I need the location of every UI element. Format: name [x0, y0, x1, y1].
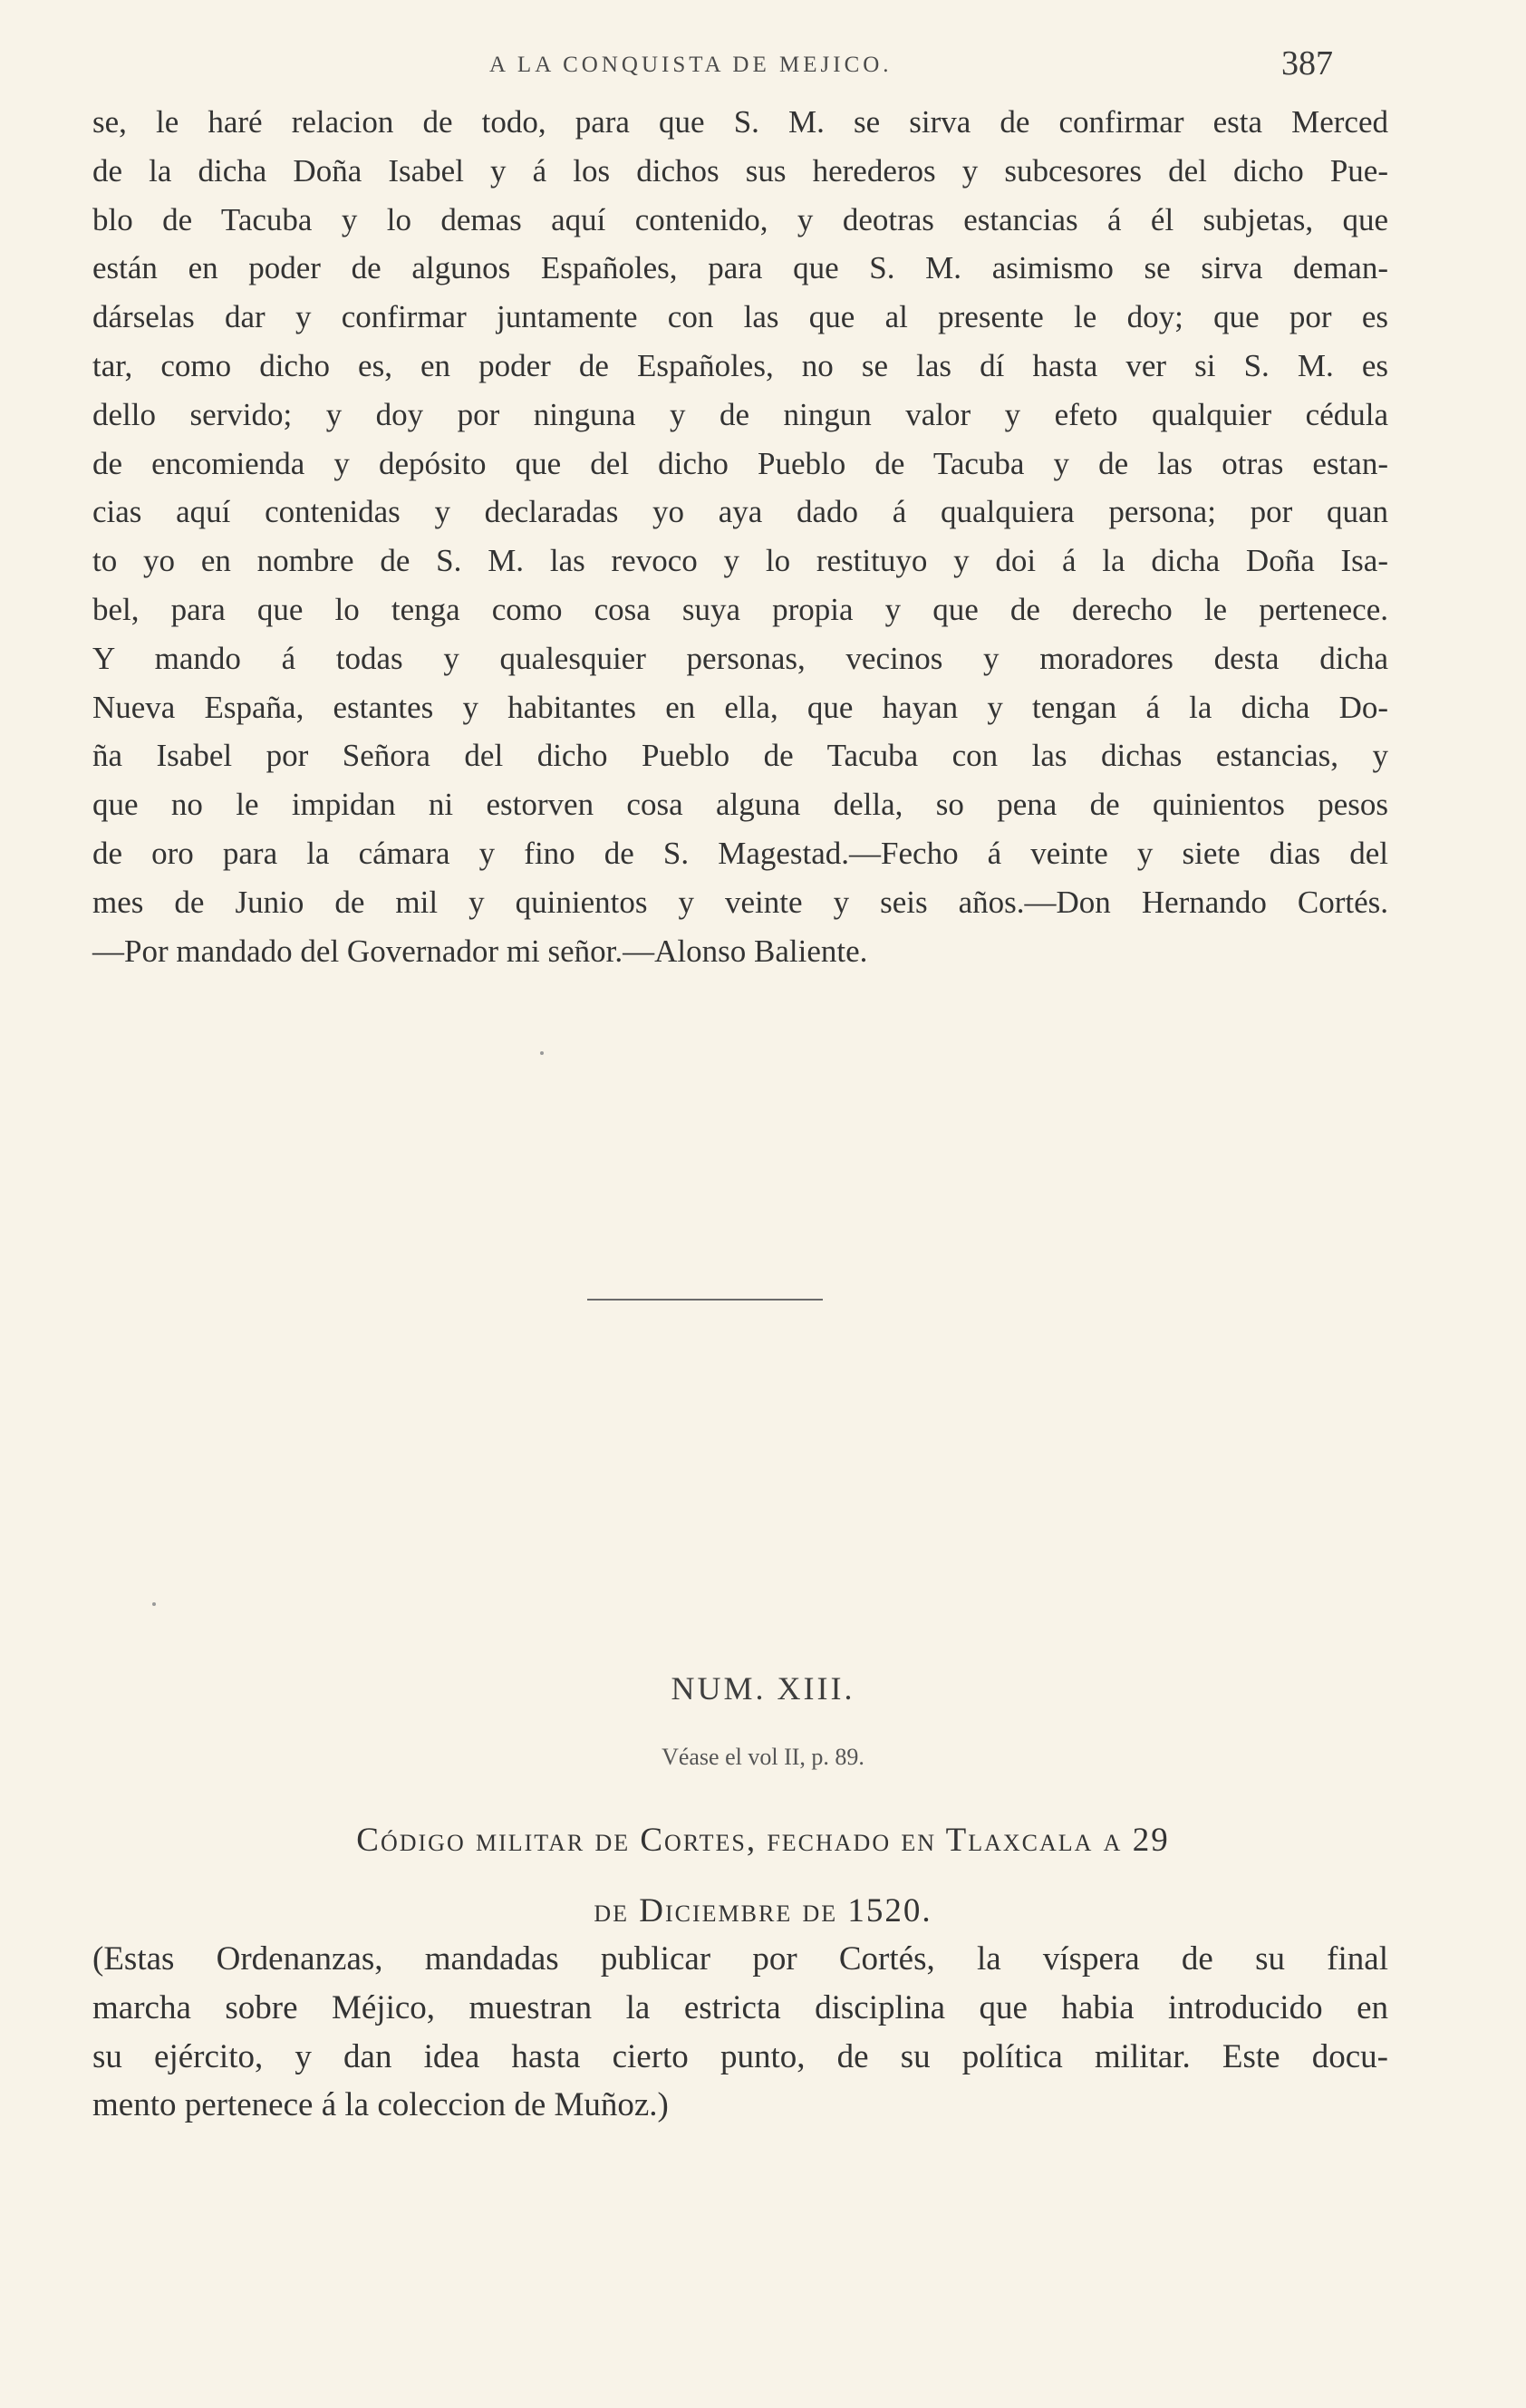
paper-speck: [152, 1602, 156, 1606]
body-line: están en poder de algunos Españoles, para que S. M. asimismo se sirva deman-: [92, 250, 1388, 286]
body-line: ña Isabel por Señora del dicho Pueblo de Tacuba con las dichas estancias, y: [92, 738, 1388, 774]
section-number: NUM. XIII.: [671, 1670, 855, 1707]
note-line: mento pertenece á la coleccion de Muñoz.): [92, 2086, 669, 2124]
body-line: mes de Junio de mil y quinientos y veinte y seis años.—Don Hernando Cortés.: [92, 884, 1388, 920]
body-line: —Por mandado del Governador mi señor.—Alonso Baliente.: [92, 933, 868, 969]
body-line: dárselas dar y confirmar juntamente con las que al presente le doy; que por es: [92, 299, 1388, 335]
body-line: bel, para que lo tenga como cosa suya propia y que de derecho le pertenece.: [92, 591, 1388, 627]
page-number: 387: [1281, 44, 1333, 82]
body-line: dello servido; y doy por ninguna y de ningun valor y efeto qualquier cédula: [92, 396, 1388, 432]
section-title-line: de Diciembre de 1520.: [594, 1892, 932, 1929]
section-divider: [587, 1299, 823, 1301]
cross-reference: Véase el vol II, p. 89.: [662, 1744, 864, 1770]
body-line: Y mando á todas y qualesquier personas, vecinos y moradores desta dicha: [92, 640, 1388, 676]
body-line: Nueva España, estantes y habitantes en ella, que hayan y tengan á la dicha Do-: [92, 689, 1388, 725]
body-line: se, le haré relacion de todo, para que S. M. se sirva de confirmar esta Merced: [92, 104, 1388, 140]
section-title-line: Código militar de Cortes, fechado en Tlaxcala a 29: [356, 1822, 1170, 1859]
note-line: (Estas Ordenanzas, mandadas publicar por Cortés, la víspera de su final: [92, 1940, 1388, 1978]
body-line: blo de Tacuba y lo demas aquí contenido, y deotras estancias á él subjetas, que: [92, 201, 1388, 237]
note-line: marcha sobre Méjico, muestran la estricta disciplina que habia introducido en: [92, 1988, 1388, 2026]
body-line: de la dicha Doña Isabel y á los dichos sus herederos y subcesores del dicho Pue-: [92, 152, 1388, 189]
body-line: to yo en nombre de S. M. las revoco y lo restituyo y doi á la dicha Doña Isa-: [92, 543, 1388, 579]
note-line: su ejército, y dan idea hasta cierto punto, de su política militar. Este docu-: [92, 2037, 1388, 2075]
section-title: [0, 1805, 1526, 1947]
editorial-note: [92, 1932, 1388, 2127]
running-head: A LA CONQUISTA DE MEJICO.: [489, 53, 893, 77]
body-line: de encomienda y depósito que del dicho Pueblo de Tacuba y de las otras estan-: [92, 445, 1388, 481]
body-line: tar, como dicho es, en poder de Españoles, no se las dí hasta ver si S. M. es: [92, 347, 1388, 383]
paper-speck: [540, 1051, 544, 1055]
body-line: de oro para la cámara y fino de S. Magestad.—Fecho á veinte y siete dias del: [92, 835, 1388, 871]
body-line: cias aquí contenidas y declaradas yo aya dado á qualquiera persona; por quan: [92, 494, 1388, 530]
document-body: [92, 98, 1388, 975]
body-line: que no le impidan ni estorven cosa alguna della, so pena de quinientos pesos: [92, 787, 1388, 823]
